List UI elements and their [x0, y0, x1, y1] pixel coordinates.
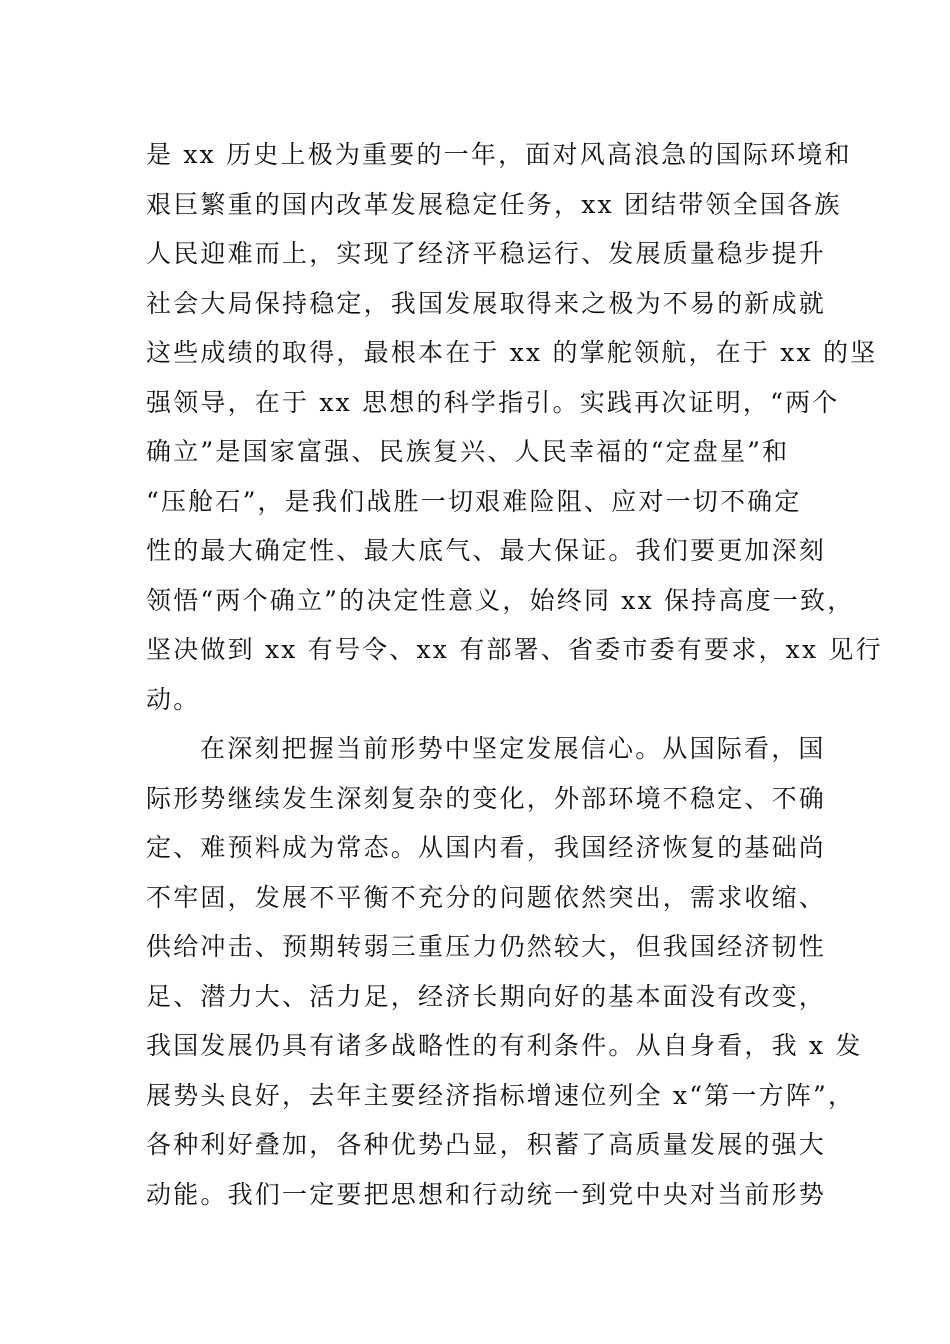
text-line: 各种利好叠加，各种优势凸显，积蓄了高质量发展的强大 — [146, 1130, 827, 1159]
text-line: 足、潜力大、活力足，经济长期向好的基本面没有改变， — [146, 981, 827, 1011]
text-line: 是 xx 历史上极为重要的一年，面对风高浪急的国际环境和 — [146, 140, 852, 169]
text-line: 确立”是国家富强、民族复兴、人民幸福的“定盘星”和 — [146, 437, 790, 466]
text-line: 领悟“两个确立”的决定性意义，始终同 xx 保持高度一致， — [146, 585, 855, 615]
text-line: 强领导，在于 xx 思想的科学指引。实践再次证明，“两个 — [146, 387, 840, 417]
text-line: “压舱石”，是我们战胜一切艰难险阻、应对一切不确定 — [146, 486, 802, 516]
text-line: 动。 — [146, 684, 201, 714]
text-line: 性的最大确定性、最大底气、最大保证。我们要更加深刻 — [146, 536, 827, 565]
document-body — [146, 130, 883, 1219]
paragraph-first-line: 在深刻把握当前形势中坚定发展信心。从国际看，国 — [200, 734, 826, 763]
text-line: 艰巨繁重的国内改革发展稳定任务，xx 团结带领全国各族 — [146, 189, 842, 219]
text-line: 人民迎难而上，实现了经济平稳运行、发展质量稳步提升 — [146, 239, 827, 268]
text-line: 展势头良好，去年主要经济指标增速位列全 x“第一方阵”， — [146, 1080, 856, 1110]
text-line: 这些成绩的取得，最根本在于 xx 的掌舵领航，在于 xx 的坚 — [146, 338, 878, 367]
text-line: 不牢固，发展不平衡不充分的问题依然突出，需求收缩、 — [146, 882, 827, 912]
text-line: 供给冲击、预期转弱三重压力仍然较大，但我国经济韧性 — [146, 932, 827, 961]
text-line: 我国发展仍具有诸多战略性的有利条件。从自身看，我 x 发 — [146, 1031, 863, 1060]
text-line: 定、难预料成为常态。从国内看，我国经济恢复的基础尚 — [146, 833, 827, 862]
text-line: 社会大局保持稳定，我国发展取得来之极为不易的新成就 — [146, 288, 827, 318]
text-line: 际形势继续发生深刻复杂的变化，外部环境不稳定、不确 — [146, 783, 827, 813]
text-line: 坚决做到 xx 有号令、xx 有部署、省委市委有要求，xx 见行 — [146, 635, 883, 664]
text-line: 动能。我们一定要把思想和行动统一到党中央对当前形势 — [146, 1179, 827, 1209]
